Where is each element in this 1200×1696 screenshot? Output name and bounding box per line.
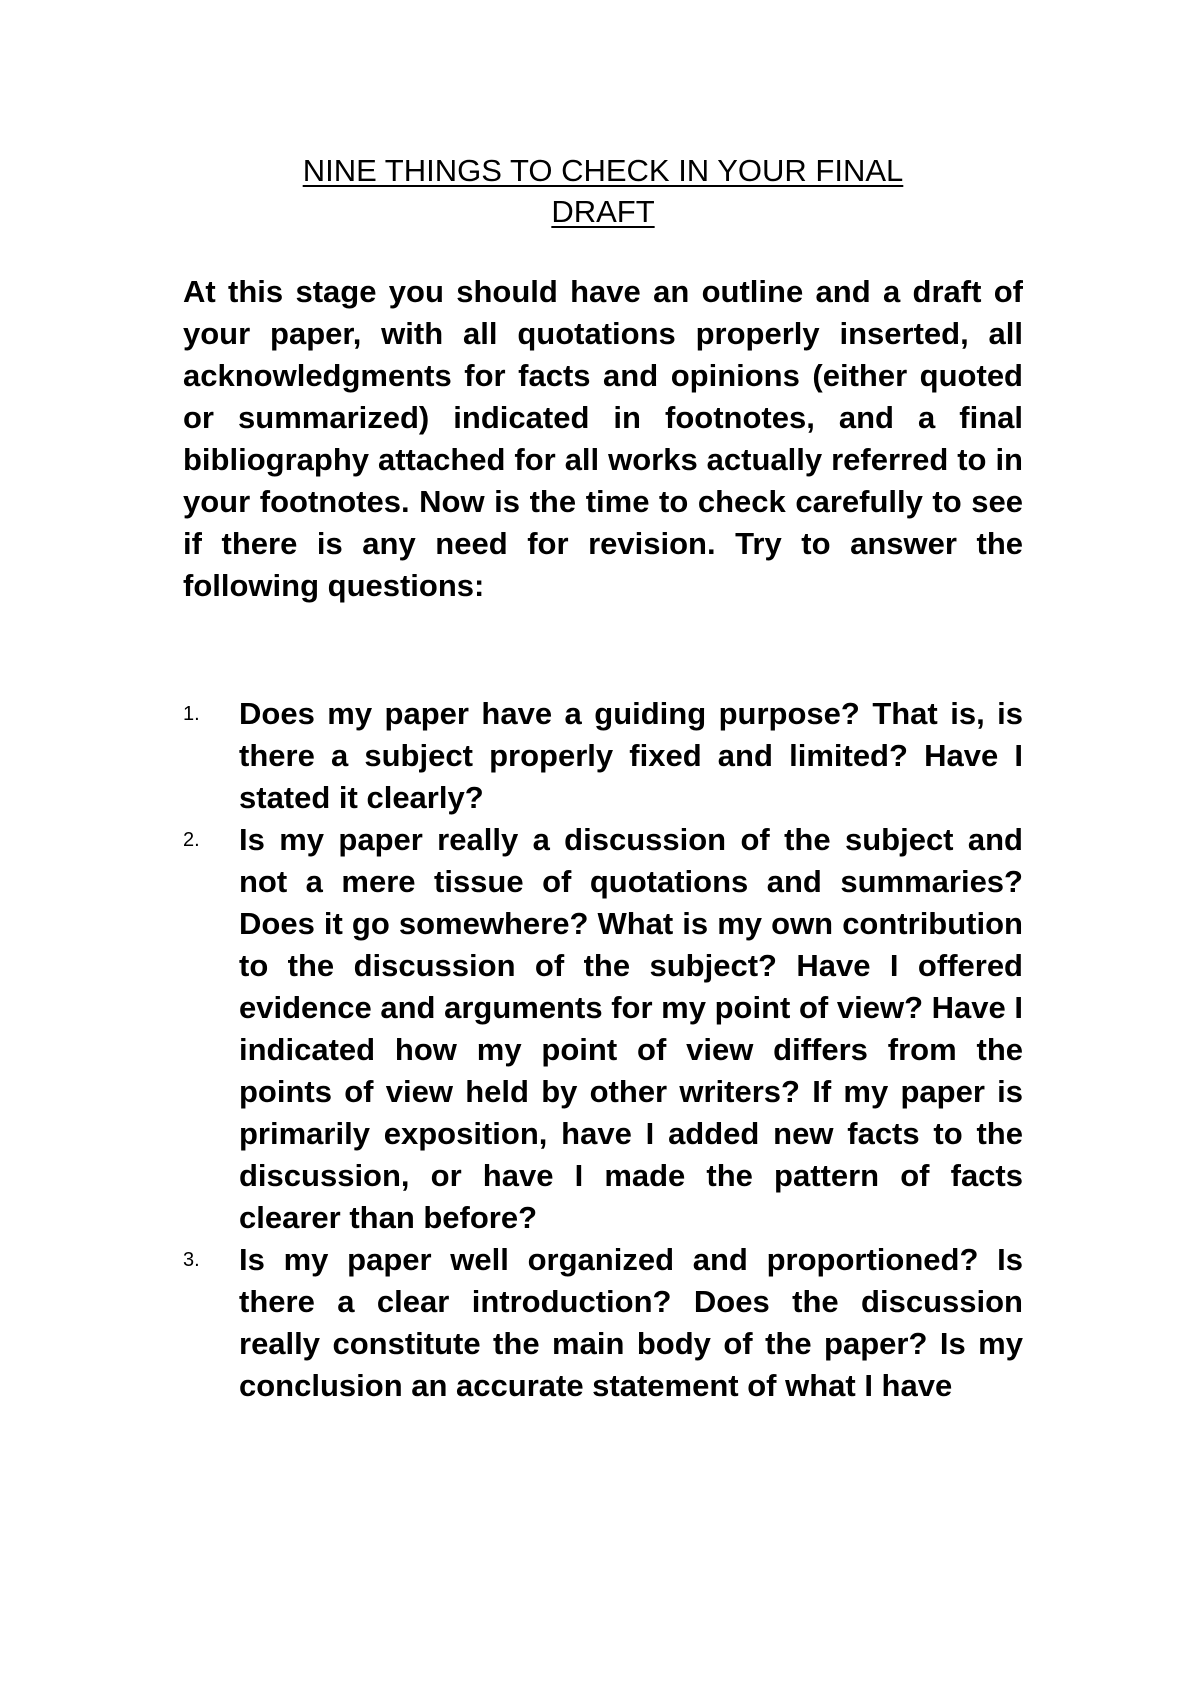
list-item-number: 2. [183,829,200,851]
title-line-1: NINE THINGS TO CHECK IN YOUR FINAL [302,153,904,188]
list-item-text: Is my paper really a discussion of the subject and not a mere tissue of quotations and summaries? Does it go somewhere? What is my own contribution to the discussion of the subject? Have I offered evidence and arguments for my point of view? Have I indicated how my point of view differs from the points of view held by other writers? If my paper is primarily exposition, have I added new facts to the discussion, or have I made the pattern of facts clearer than before? [239,822,1023,1235]
list-item-number: 1. [183,703,200,725]
list-item [183,693,1023,819]
list-item-text: Is my paper well organized and proportioned? Is there a clear introduction? Does the discussion really constitute the main body of the paper? Is my conclusion an accurate statement of what I have [239,1242,1023,1403]
title-line-2: DRAFT [551,194,655,229]
question-list [183,693,1023,1407]
intro-paragraph: At this stage you should have an outline and a draft of your paper, with all quotations properly inserted, all acknowledgments for facts and opinions (either quoted or summarized) indicated in footnotes, and a final bibliography attached for all works actually referred to in your footnotes. Now is the time to check carefully to see if there is any need for revision. Try to answer the following questions: [183,274,1023,603]
list-item [183,819,1023,1239]
list-item [183,1239,1023,1407]
document-title [183,150,1023,232]
list-item-number: 3. [183,1249,200,1271]
list-item-text: Does my paper have a guiding purpose? That is, is there a subject properly fixed and limited? Have I stated it clearly? [239,696,1023,815]
